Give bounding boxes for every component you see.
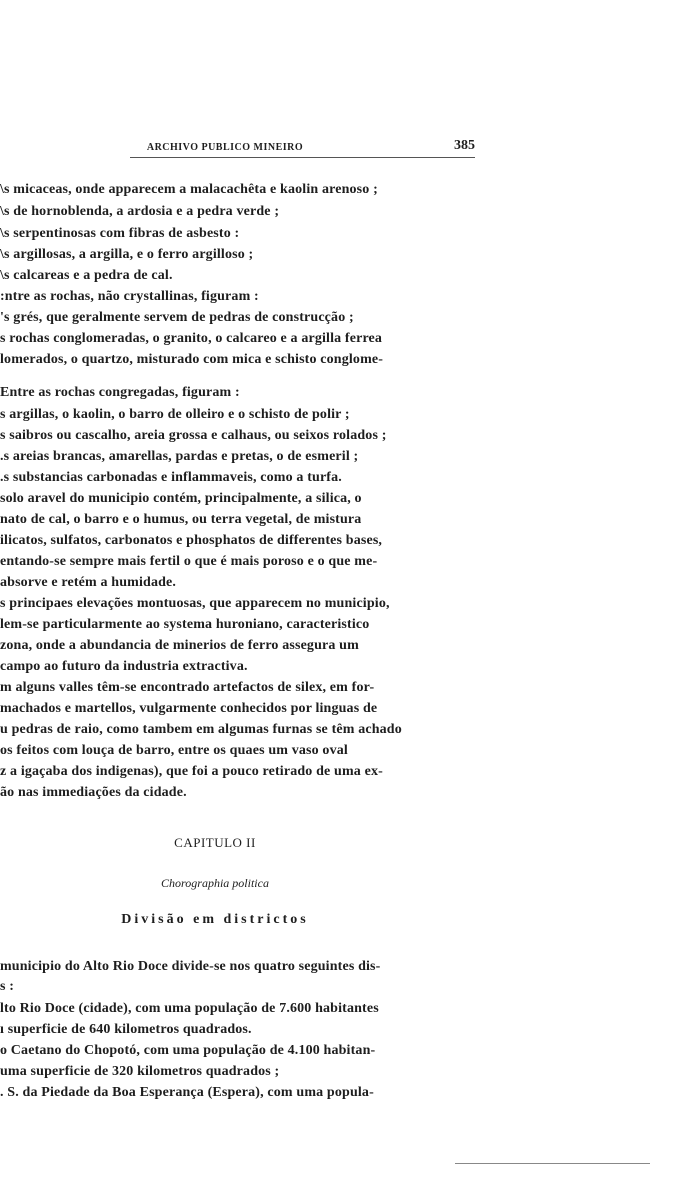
- body-line: machados e martellos, vulgarmente conhecidos por linguas de: [0, 701, 378, 716]
- body-line: os feitos com louça de barro, entre os quaes um vaso oval: [0, 743, 348, 758]
- body-line: 's grés, que geralmente servem de pedras de construcção ;: [0, 310, 354, 325]
- body-line: lomerados, o quartzo, misturado com mica e schisto conglome-: [0, 352, 384, 367]
- page-header: [130, 138, 475, 160]
- body-line: ão nas immediações da cidade.: [0, 785, 187, 800]
- body-line: campo ao futuro da industria extractiva.: [0, 659, 248, 674]
- body-line: \s calcareas e a pedra de cal.: [0, 268, 173, 283]
- running-title: ARCHIVO PUBLICO MINEIRO: [146, 142, 304, 153]
- body-line: solo aravel do municipio contém, principalmente, a silica, o: [0, 491, 362, 506]
- body-line: u pedras de raio, como tambem em algumas furnas se têm achado: [0, 722, 402, 737]
- body-line: lem-se particularmente ao systema huroniano, caracteristico: [0, 617, 370, 632]
- body-line: s argillas, o kaolin, o barro de olleiro e o schisto de polir ;: [0, 407, 350, 422]
- body-line: ilicatos, sulfatos, carbonatos e phosphatos de differentes bases,: [0, 533, 383, 548]
- body-line: \s serpentinosas com fibras de asbesto :: [0, 226, 240, 241]
- body-line: absorve e retém a humidade.: [0, 575, 177, 590]
- body-line: . S. da Piedade da Boa Esperança (Espera), com uma popula-: [0, 1085, 374, 1100]
- body-line: nato de cal, o barro e o humus, ou terra vegetal, de mistura: [0, 512, 362, 527]
- footer-rule: [455, 1163, 650, 1164]
- body-line: Entre as rochas congregadas, figuram :: [0, 385, 240, 400]
- body-line: m alguns valles têm-se encontrado artefactos de silex, em for-: [0, 680, 375, 695]
- body-line: ı superficie de 640 kilometros quadrados.: [0, 1022, 252, 1037]
- page-number: 385: [454, 138, 475, 153]
- body-line: .s areias brancas, amarellas, pardas e pretas, o de esmeril ;: [0, 449, 359, 464]
- header-rule: [130, 157, 475, 158]
- body-line: s rochas conglomeradas, o granito, o calcareo e a argilla ferrea: [0, 331, 383, 346]
- body-line: \s micaceas, onde apparecem a malacachêta e kaolin arenoso ;: [0, 182, 378, 197]
- section-title: Divisão em districtos: [121, 912, 309, 927]
- body-line: s :: [0, 979, 15, 994]
- body-line: lto Rio Doce (cidade), com uma população de 7.600 habitantes: [0, 1001, 379, 1016]
- body-line: .s substancias carbonadas e inflammaveis, como a turfa.: [0, 470, 342, 485]
- body-line: z a igaçaba dos indigenas), que foi a pouco retirado de uma ex-: [0, 764, 383, 779]
- body-line: \s de hornoblenda, a ardosia e a pedra verde ;: [0, 204, 280, 219]
- chapter-heading: CAPITULO II: [174, 835, 256, 850]
- body-line: \s argillosas, a argilla, e o ferro argilloso ;: [0, 247, 254, 262]
- body-line: zona, onde a abundancia de minerios de ferro assegura um: [0, 638, 359, 653]
- chapter-subtitle: Chorographia politica: [161, 876, 269, 890]
- body-line: s saibros ou cascalho, areia grossa e calhaus, ou seixos rolados ;: [0, 428, 387, 443]
- body-line: o Caetano do Chopotó, com uma população de 4.100 habitan-: [0, 1043, 376, 1058]
- body-line: :ntre as rochas, não crystallinas, figuram :: [0, 289, 259, 304]
- body-line: uma superficie de 320 kilometros quadrados ;: [0, 1064, 280, 1079]
- body-line: entando-se sempre mais fertil o que é mais poroso e o que me-: [0, 554, 378, 569]
- body-line: municipio do Alto Rio Doce divide-se nos quatro seguintes dis-: [0, 959, 381, 974]
- body-line: s principaes elevações montuosas, que apparecem no municipio,: [0, 596, 390, 611]
